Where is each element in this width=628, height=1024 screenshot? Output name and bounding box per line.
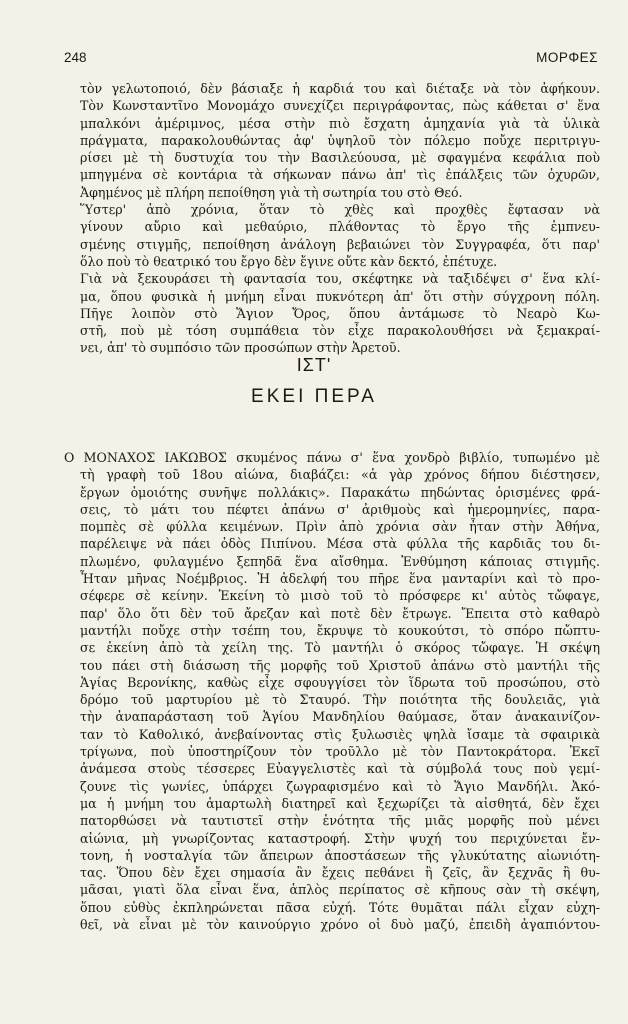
text-line: τὴ γραφὴ τοῦ 18ου αἰώνα, διαβάζει: «ἀ γὰρ χρόνος δήπου διέστησεν, (80, 467, 600, 483)
text-line: Τὸν Κωνσταντῖνο Μονομάχο συνεχίζει περιγράφοντας, πὼς κάθεται σ' ἕνα (80, 98, 600, 114)
text-line: μᾶσαι, γιατὶ ὅλα εἶναι ἕνα, ἁπλὸς περίπατος σὲ κῆπους σὰν τὴ σκέψη, (80, 882, 600, 898)
text-line: ὅλο ποὺ τὸ θεατρικό του ἔργο δὲν ἔγινε οὔτε κὰν δεκτό, ἐπέτυχε. (80, 253, 498, 269)
text-line: σμένης στιγμῆς, πεποίθηση ἀνάλογη βεβαιώνει τὸν Συγγραφέα, ὅτι παρ' (80, 236, 600, 252)
text-line: μα ἡ μνήμη του ἁμαρτωλὴ διατηρεῖ καὶ ξεχωρίζει τὰ αἰσθητά, δὲν ἔχει (80, 795, 600, 811)
page-header (64, 50, 598, 70)
text-line: πατορθώσει νὰ ταυτιστεῖ στὴν ἑνότητα τῆς μιᾶς μορφῆς ποὺ μένει (80, 813, 600, 829)
text-line: μπηγμένα σὲ κοντάρια τὰ σήκωναν πάνω ἀπ' τὶς ἐπάλξεις τῶν ὀχυρῶν, (80, 167, 600, 183)
text-line: πράγματα, παρακολουθώντας ἀφ' ὑψηλοῦ τὸν πόλεμο ποὔχε περιτριγυ- (80, 132, 600, 148)
text-line: ζουνε τὶς γωνίες, ὑπάρχει ζωγραφισμένο καὶ τὸ Ἅγιο Μανδήλι. Ἀκό- (80, 778, 600, 794)
text-line: Ἦταν μῆνας Νοέμβριος. Ἡ ἀδελφή του πῆρε ἕνα μανταρίνι καὶ τὸ προ- (80, 571, 600, 587)
paragraph-block-continued (80, 80, 600, 357)
text-line-opening: Ο ΜΟΝΑΧΟΣ ΙΑΚΩΒΟΣ σκυμένος πάνω σ' ἕνα χονδρὸ βιβλίο, τυπωμένο μὲ (64, 450, 600, 465)
text-line: σέφερε σὲ κείνην. Ἐκείνη τὸ μισὸ τοῦ τὸ πρόσφερε κι' αὐτὸς τὤφαγε, (80, 588, 600, 604)
text-line: Γιὰ νὰ ξεκουράσει τὴ φαντασία του, σκέφτηκε νὰ ταξιδέψει σ' ἕνα κλί- (80, 271, 600, 287)
text-line: στῆ, ποὺ μὲ τόση συμπάθεια τὸν εἶχε παρακολουθήσει νὰ ξεμακραί- (80, 323, 600, 339)
text-line: ρίσει μὲ τὴ δυστυχία του τὴν Βασιλεύουσα, μὲ σφαγμένα κεφάλια ποὺ (80, 150, 600, 166)
text-line: Ἀφημένος μὲ πλήρη πεποίθηση γιὰ τὴ σωτηρία του στὸ Θεό. (80, 184, 463, 200)
text-line: σε ἐκείνη ἀπὸ τὰ χείλη της. Τὸ μαντήλι ὁ σκόρος τὤφαγε. Ἡ σκέψη (80, 640, 600, 656)
text-line: του πάει στὴ διάσωση τῆς μορφῆς τοῦ Χριστοῦ ἀπάνω στὸ μαντήλι τῆς (80, 657, 600, 673)
text-line: Ὕστερ' ἀπὸ χρόνια, ὅταν τὸ χθὲς καὶ προχθὲς ἔφτασαν νὰ (80, 202, 600, 218)
chapter-title: ΕΚΕΙ ΠΕΡΑ (251, 386, 377, 407)
text-line: αἰώνια, μὴ γνωρίζοντας καταστροφή. Στὴν ψυχή του περιχύνεται ἔν- (80, 830, 600, 846)
text-line: μαντήλι ποὔχε στὴν τσέπη του, ἔκρυψε τὸ κουκούτσι, τὸ σπόρο πὤπτυ- (80, 622, 600, 638)
text-line: παρέλειψε νὰ πάει ὁδὸς Πιπίνου. Μέσα στὰ φύλλα τῆς καρδιᾶς του δι- (80, 536, 600, 552)
text-line: γίνουν αὔριο καὶ μεθαύριο, πλάθοντας τὸ ἔργο τῆς ἐμπνευ- (80, 219, 600, 235)
text-line: ἔργων ὁμοιότης συνῆψε πολλάκις». Παρακάτω πηδώντας ὁρισμένες φρά- (80, 484, 600, 500)
chapter-number: ΙΣΤ' (296, 355, 332, 375)
text-line: ἀνάμεσα στοὺς τέσσερες Εὐαγγελιστὲς καὶ τὰ σύμβολά τους ποὺ γεμί- (80, 761, 600, 777)
page-number: 248 (64, 50, 87, 65)
text-line: τονη, ἡ νοσταλγία τῶν ἄπειρων ἀποστάσεων τῆς γλυκύτατης αἰωνιότη- (80, 847, 600, 863)
text-line: παρ' ὅλο ὅτι δὲν τοῦ ἄρεζαν καὶ ποτὲ δὲν ἔτρωγε. Ἔπειτα στὸ καθαρὸ (80, 605, 600, 621)
paragraph-block-chapter (64, 449, 600, 933)
text-line: δρόμο τοῦ μαρτυρίου μὲ τὸ Σταυρό. Τὴν ποιότητα τῆς δουλειᾶς, γιὰ (80, 692, 600, 708)
text-line: ὅπου εὐθὺς ἐκπληρώνεται πᾶσα εὐχή. Τότε θυμᾶται πάλι εἶχαν εὐχη- (80, 899, 600, 915)
text-line: ταν τὸ Καθολικό, ἀνεβαίνοντας στὶς ξυλωσιὲς ψηλὰ ἴσαμε τὰ σφαιρικὰ (80, 726, 600, 742)
text-line: τας. Ὅπου δὲν ἔχει σημασία ἂν ἔχεις πεθάνει ἢ ζεῖς, ἂν ξεχνᾶς ἢ θυ- (80, 865, 600, 881)
text-line: τὴν ἀναπαράσταση τοῦ Ἁγίου Μανδηλίου θαύμασε, ὅταν ἀνακαινίζον- (80, 709, 600, 725)
text-line: πομπὲς σὲ φύλλα κειμένων. Πρὶν ἀπὸ χρόνια σὰν ἦταν στὴν Ἀθήνα, (80, 519, 600, 535)
text-line: νει, ἀπ' τὸ συμπόσιο τῶν προσώπων στὴν Ἀρετοῦ. (80, 340, 401, 356)
text-line: Ἁγίας Βερονίκης, καθὼς εἶχε σφουγγίσει τὸν ἵδρωτα τοῦ προσώπου, στὸ (80, 674, 600, 690)
running-title: ΜΟΡΦΕΣ (536, 50, 598, 65)
text-line: Πῆγε λοιπὸν στὸ Ἅγιον Ὄρος, ὅπου ἀντάμωσε τὸ Νεαρὸ Κω- (80, 305, 600, 321)
text-line: μπαλκόνι ἀμέριμνος, μέσα στὴν πιὸ ἔσχατη ἀμηχανία γιὰ τὰ ὑλικὰ (80, 115, 600, 131)
text-line: τὸν γελωτοποιό, δὲν βάσιαξε ἡ καρδιά του καὶ διέταξε νὰ τὸν ἀφήκουν. (80, 81, 600, 96)
text-line: θεῖ, νὰ εἶναι μὲ τὸν καινούργιο χρόνο οἱ δυὸ μαζύ, ἐπειδὴ ἀγαπιόντου- (80, 917, 600, 933)
text-line: σεις, τὸ μάτι του πέφτει ἀπάνω σ' ἀριθμοὺς καὶ ἡμερομηνίες, παρα- (80, 501, 600, 517)
text-line: τρίγωνα, ποὺ ὑποστηρίζουν τὸν τροῦλλο μὲ τὸν Παντοκράτορα. Ἐκεῖ (80, 744, 600, 760)
text-line: πλωμένο, φυλαγμένο ξεπηδᾶ ἕνα αἴσθημα. Ἐνθύμηση κάποιας στιγμῆς. (80, 553, 600, 569)
text-line: μα, ὅπου φυσικὰ ἡ μνήμη εἶναι πυκνότερη ἀπ' ὅτι στὴν σύγχρονη πόλη. (80, 288, 600, 304)
